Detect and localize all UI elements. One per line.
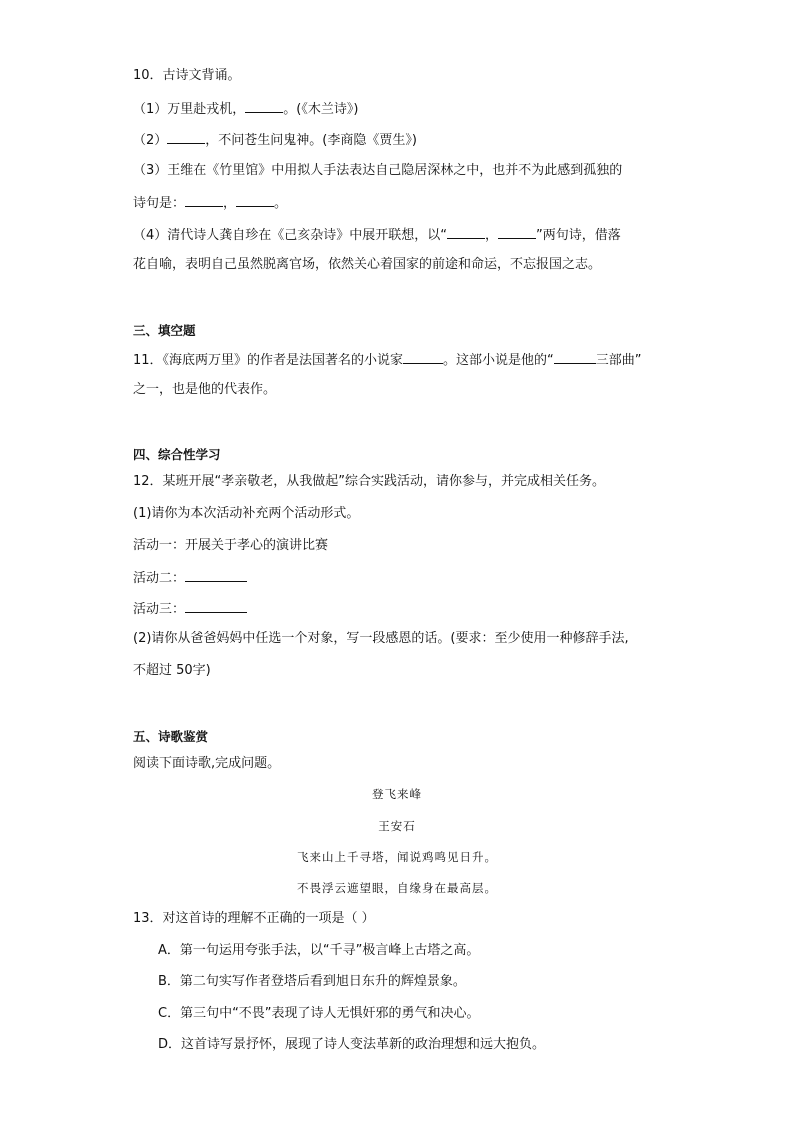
q10-item-2-text: ，不问苍生问鬼神。(李商隐《贾生》) [205, 133, 417, 148]
section-5-title: 五、诗歌鉴赏 [133, 729, 209, 744]
q10-item-2-label: （2） [133, 133, 168, 148]
q12-activity-3-label: 活动三： [133, 602, 186, 617]
answer-blank[interactable] [185, 193, 223, 207]
q13-stem: 13．对这首诗的理解不正确的一项是（ ） [133, 911, 375, 926]
q11-text-mid: 。这部小说是他的“ [443, 353, 554, 368]
q11-line1 [133, 350, 642, 370]
q10-title: 10．古诗文背诵。 [133, 68, 241, 83]
q11-line2: 之一，也是他的代表作。 [133, 382, 277, 397]
poem-title: 登飞来峰 [372, 787, 422, 801]
punctuation: ， [485, 228, 499, 243]
q10-item-4-text: （4）清代诗人龚自珍在《己亥杂诗》中展开联想，以“ [133, 228, 448, 243]
q10-item-1 [133, 99, 358, 119]
section-3-title: 三、填空题 [133, 323, 196, 338]
poem-author: 王安石 [378, 819, 416, 833]
q11-text: 11．《海底两万里》的作者是法国著名的小说家 [133, 353, 404, 368]
answer-blank[interactable] [185, 599, 247, 613]
q13-option-d[interactable]: D．这首诗写景抒怀，展现了诗人变法革新的政治理想和远大抱负。 [158, 1037, 546, 1052]
q13-option-c[interactable]: C．第三句中“不畏”表现了诗人无惧奸邪的勇气和决心。 [158, 1006, 480, 1021]
q12-intro: 12．某班开展“孝亲敬老，从我做起”综合实践活动，请你参与，并完成相关任务。 [133, 474, 606, 489]
answer-blank[interactable] [185, 568, 247, 582]
section-5-intro: 阅读下面诗歌,完成问题。 [133, 756, 281, 771]
q10-item-4-text-end: ”两句诗，借落 [536, 228, 621, 243]
answer-blank[interactable] [403, 350, 443, 364]
punctuation: 。 [274, 196, 288, 211]
answer-blank[interactable] [447, 225, 485, 239]
q10-item-2 [133, 130, 417, 150]
punctuation: ， [223, 196, 237, 211]
q11-text-end: 三部曲” [595, 353, 642, 368]
answer-blank[interactable] [236, 193, 274, 207]
q13-option-a[interactable]: A．第一句运用夸张手法，以“千寻”极言峰上古塔之高。 [158, 943, 480, 958]
answer-blank[interactable] [498, 225, 536, 239]
q12-activity-1: 活动一：开展关于孝心的演讲比赛 [133, 538, 329, 553]
poem-line-2: 不畏浮云遮望眼，自缘身在最高层。 [297, 881, 497, 895]
q10-item-4-line2: 花自喻，表明自己虽然脱离官场，依然关心着国家的前途和命运，不忘报国之志。 [133, 257, 602, 272]
q10-item-3-line2 [133, 193, 287, 213]
section-4-title: 四、综合性学习 [133, 447, 221, 462]
q12-activity-2 [133, 568, 247, 588]
poem-line-1: 飞来山上千寻塔，闻说鸡鸣见日升。 [297, 850, 497, 864]
answer-blank[interactable] [167, 130, 205, 144]
q10-item-3-lead: 诗句是： [133, 196, 186, 211]
q12-part2-line2: 不超过 50字) [133, 663, 211, 678]
q12-activity-2-label: 活动二： [133, 571, 186, 586]
answer-blank[interactable] [245, 99, 283, 113]
q13-option-b[interactable]: B．第二句实写作者登塔后看到旭日东升的辉煌景象。 [158, 974, 466, 989]
q10-item-1-source: 。(《木兰诗》) [283, 102, 359, 117]
answer-blank[interactable] [554, 350, 596, 364]
q10-item-1-text: （1）万里赴戎机， [133, 102, 246, 117]
q10-item-3-line1: （3）王维在《竹里馆》中用拟人手法表达自己隐居深林之中，也并不为此感到孤独的 [133, 163, 623, 178]
q12-activity-3 [133, 599, 247, 619]
q10-item-4-line1 [133, 225, 621, 245]
q12-part1: (1)请你为本次活动补充两个活动形式。 [133, 506, 360, 521]
q12-part2-line1: (2)请你从爸爸妈妈中任选一个对象，写一段感恩的话。(要求：至少使用一种修辞手法, [133, 631, 629, 646]
